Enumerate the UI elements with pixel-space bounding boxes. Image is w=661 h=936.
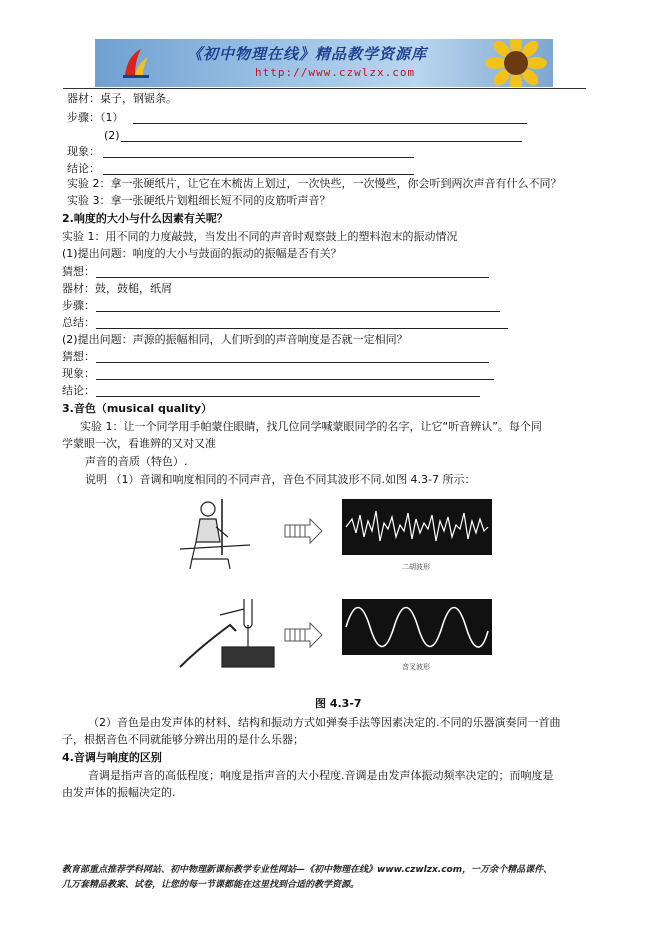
footer-line-2: 几万套精品教案、试卷，让您的每一节课都能在这里找到合适的教学资源。 [62, 880, 360, 890]
tuning-fork-icon [180, 599, 274, 667]
phenomenon-2-label: 现象： [62, 367, 95, 380]
banner-url[interactable]: http://www.czwlzx.com [255, 66, 416, 79]
site-logo-icon [121, 47, 151, 79]
figure-4-3-7 [170, 497, 500, 687]
explanation-2b: 子，根据音色不同就能够分辨出用的是什么乐器； [62, 733, 304, 746]
fork-waveform-label: 音叉波形 [402, 663, 430, 671]
blank-line [121, 141, 522, 142]
section-2-title: 2.响度的大小与什么因素有关呢？ [62, 212, 228, 225]
erhu-waveform-label: 二胡波形 [402, 563, 430, 571]
section-2-experiment-1: 实验 1：用不同的力度敲鼓，当发出不同的声音时观察鼓上的塑料泡末的振动情况 [62, 230, 458, 243]
equipment-2: 器材：鼓，鼓槌，纸屑 [62, 282, 172, 295]
experiment-3: 实验 3：拿一张硬纸片划粗细长短不同的皮筋听声音？ [67, 194, 331, 207]
figure-illustration [170, 497, 500, 687]
blank-line [103, 174, 414, 175]
blank-line [96, 328, 508, 329]
blank-line [96, 396, 480, 397]
section-4-line-a: 音调是指声音的高低程度；响度是指声音的大小程度.音调是由发声体振动频率决定的；而响度是 [88, 769, 554, 782]
figure-caption: 图 4.3-7 [315, 697, 362, 710]
fork-waveform-panel [342, 599, 492, 655]
arrow-icon [285, 519, 322, 543]
blank-line [96, 277, 489, 278]
section-3-experiment-1a: 实验 1：让一个同学用手帕蒙住眼睛，找几位同学喊蒙眼同学的名字，让它“听音辨认”。每个同 [80, 420, 542, 433]
explanation-2a: （2）音色是由发声体的材料、结构和振动方式如弹奏手法等因素决定的.不同的乐器演奏同一首曲 [88, 716, 561, 729]
footer-line-1: 教育部重点推荐学科网站、初中物理新课标教学专业性网站—《初中物理在线》www.czwlzx.com，一万余个精品课件、 [62, 865, 553, 875]
explanation-1: 说明 （1）音调和响度相同的不同声音，音色不同其波形不同.如图 4.3-7 所示： [85, 473, 476, 486]
conclusion-2-label: 结论： [62, 384, 95, 397]
summary-label: 总结： [62, 316, 95, 329]
erhu-waveform-panel [342, 499, 492, 555]
arrow-icon [285, 623, 322, 647]
blank-line [96, 362, 489, 363]
phenomenon-label: 现象： [67, 145, 100, 158]
section-3-title: 3.音色（musical quality） [62, 402, 213, 415]
equipment-line: 器材：桌子，钢锯条。 [67, 92, 177, 105]
section-4-line-b: 由发声体的振幅决定的. [62, 786, 176, 799]
blank-line [103, 157, 414, 158]
steps-label: 步骤：（1） [67, 111, 124, 124]
guess-2-label: 猜想： [62, 350, 95, 363]
header-rule [63, 88, 586, 89]
section-2-question-2: (2)提出问题：声源的振幅相同，人们听到的声音响度是否就一定相同？ [62, 333, 408, 346]
guess-label: 猜想： [62, 265, 95, 278]
conclusion-label: 结论： [67, 162, 100, 175]
section-3-experiment-1b: 学蒙眼一次，看谁辨的又对又准 [62, 437, 216, 450]
blank-line [96, 311, 500, 312]
experiment-2: 实验 2：拿一张硬纸片，让它在木梳齿上划过，一次快些，一次慢些，你会听到两次声音有什么不同？ [67, 177, 562, 190]
step2-label: (2) [104, 129, 120, 142]
banner-title: 《初中物理在线》精品教学资源库 [187, 45, 428, 63]
header-banner [95, 39, 553, 87]
blank-line [133, 123, 527, 124]
section-4-title: 4.音调与响度的区别 [62, 751, 162, 764]
section-2-question-1: (1)提出问题：响度的大小与鼓面的振动的振幅是否有关？ [62, 247, 342, 260]
erhu-player-icon [180, 499, 250, 569]
blank-line [96, 379, 494, 380]
sunflower-icon [481, 39, 551, 87]
timbre-definition: 声音的音质（特色）. [85, 455, 188, 468]
steps-2-label: 步骤： [62, 299, 95, 312]
